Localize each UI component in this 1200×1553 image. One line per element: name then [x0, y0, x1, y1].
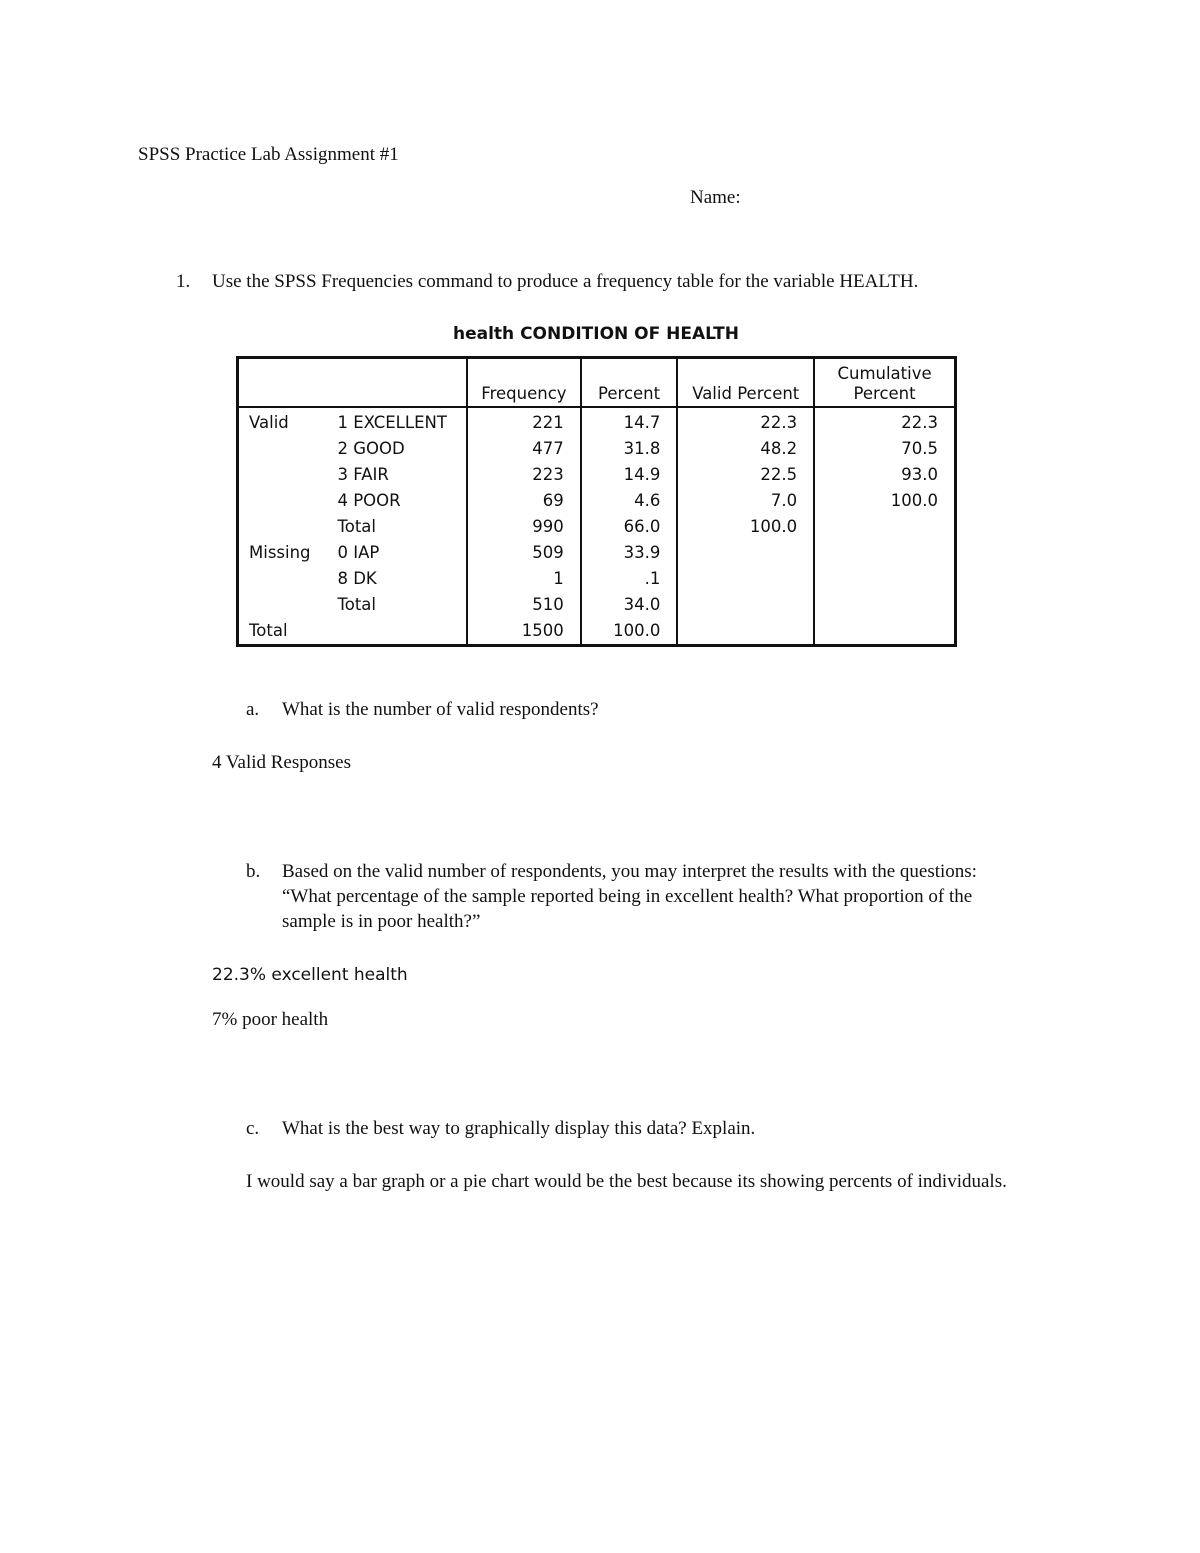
part-c-letter: c.: [246, 1118, 260, 1139]
part-b-question: Based on the valid number of respondents, you may interpret the results with the questions: “What percentage of the sample reported being in excellent health? What proportion of the sample is in poor health?”: [282, 861, 977, 932]
part-a-letter: a.: [246, 699, 260, 720]
cell-label: Total: [337, 595, 377, 614]
cell-label: [327, 618, 467, 646]
cell-valid-percent: 7.0: [677, 488, 814, 514]
table-row: [238, 488, 956, 514]
table-row: [238, 618, 956, 646]
cell-cumulative-percent: 100.0: [814, 488, 955, 514]
cell-cumulative-percent: [814, 618, 955, 646]
cell-valid-percent: [677, 618, 814, 646]
table-title: health CONDITION OF HEALTH: [452, 324, 739, 344]
cell-cumulative-percent: [814, 514, 955, 540]
table-row: [238, 462, 956, 488]
header-stub: [238, 358, 468, 408]
cell-frequency: 1: [467, 566, 581, 592]
part-c-answer: I would say a bar graph or a pie chart would be the best because its showing percents of individuals.: [246, 1171, 1007, 1192]
cell-frequency: 221: [467, 407, 581, 436]
header-cumulative-percent: Cumulative Percent: [814, 358, 955, 408]
cell-group: [238, 488, 328, 514]
cell-cumulative-percent: [814, 540, 955, 566]
part-b-answer-excellent: 22.3% excellent health: [212, 965, 408, 985]
cell-group: Missing: [249, 543, 311, 562]
assignment-title: SPSS Practice Lab Assignment #1: [138, 144, 399, 165]
table-row: [238, 514, 956, 540]
name-label: Name:: [690, 187, 741, 208]
cell-group: [238, 462, 328, 488]
table-header-row: [238, 358, 956, 408]
cell-cumulative-percent: 22.3: [814, 407, 955, 436]
cell-group: [238, 566, 328, 592]
question-1-text: Use the SPSS Frequencies command to produce a frequency table for the variable HEALTH.: [212, 271, 919, 292]
part-a-question: What is the number of valid respondents?: [282, 699, 599, 720]
cell-percent: 100.0: [581, 618, 678, 646]
table-row: [238, 566, 956, 592]
cell-percent: 66.0: [581, 514, 678, 540]
cell-group: [238, 592, 328, 618]
cell-cumulative-percent: 93.0: [814, 462, 955, 488]
cell-cumulative-percent: [814, 592, 955, 618]
cell-label: 0 IAP: [337, 543, 380, 562]
part-b-answer-poor: 7% poor health: [212, 1009, 329, 1030]
cell-valid-percent: [677, 592, 814, 618]
cell-percent: 34.0: [581, 592, 678, 618]
cell-percent: 4.6: [581, 488, 678, 514]
cell-frequency: 477: [467, 436, 581, 462]
cell-cumulative-percent: [814, 566, 955, 592]
cell-valid-percent: 100.0: [677, 514, 814, 540]
cell-frequency: 69: [467, 488, 581, 514]
cell-valid-percent: 48.2: [677, 436, 814, 462]
part-b-letter: b.: [246, 861, 261, 882]
table-row: [238, 540, 956, 566]
cell-percent: .1: [581, 566, 678, 592]
cell-percent: 33.9: [581, 540, 678, 566]
cell-valid-percent: [677, 566, 814, 592]
cell-frequency: 509: [467, 540, 581, 566]
header-percent: Percent: [581, 358, 678, 408]
cell-label: 2 GOOD: [337, 439, 405, 458]
cell-valid-percent: 22.5: [677, 462, 814, 488]
header-frequency: Frequency: [467, 358, 581, 408]
cell-percent: 31.8: [581, 436, 678, 462]
cell-frequency: 990: [467, 514, 581, 540]
cell-label: 8 DK: [337, 569, 377, 588]
cell-valid-percent: [677, 540, 814, 566]
header-valid-percent: Valid Percent: [677, 358, 814, 408]
cell-group: Total: [249, 621, 288, 640]
frequency-table: [236, 356, 957, 647]
cell-group: Valid: [249, 413, 289, 432]
cell-frequency: 510: [467, 592, 581, 618]
part-a-answer: 4 Valid Responses: [212, 752, 351, 773]
table-row: [238, 436, 956, 462]
cell-frequency: 1500: [467, 618, 581, 646]
table-row: [238, 407, 956, 436]
cell-percent: 14.9: [581, 462, 678, 488]
cell-group: [238, 514, 328, 540]
question-1-number: 1.: [176, 271, 191, 292]
cell-label: 1 EXCELLENT: [337, 413, 447, 432]
table-body: [238, 407, 956, 646]
cell-frequency: 223: [467, 462, 581, 488]
cell-valid-percent: 22.3: [677, 407, 814, 436]
cell-cumulative-percent: 70.5: [814, 436, 955, 462]
cell-label: 4 POOR: [337, 491, 401, 510]
cell-percent: 14.7: [581, 407, 678, 436]
table-row: [238, 592, 956, 618]
cell-label: Total: [337, 517, 377, 536]
part-c-question: What is the best way to graphically display this data? Explain.: [282, 1118, 756, 1139]
cell-label: 3 FAIR: [337, 465, 389, 484]
cell-group: [238, 436, 328, 462]
